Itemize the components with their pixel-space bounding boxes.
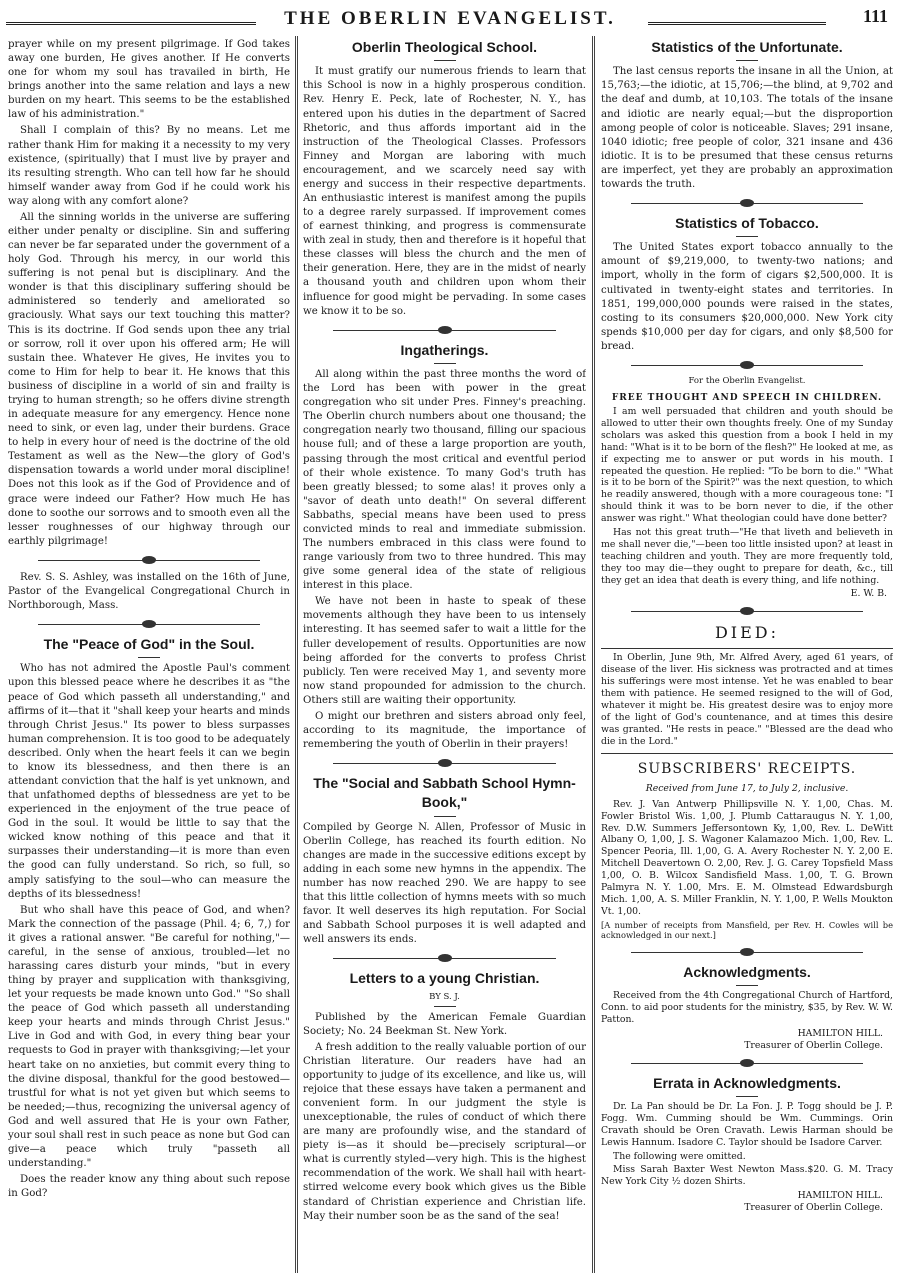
paragraph: Has not this great truth—"He that liveth and believeth in me shall never die,"—been too little insisted upon? at least in teaching children and youth. They are more frequently told, they too may die—they ought to prepare for death, &c., till they get an idea that death is every thing, and life nothing. <box>601 526 893 586</box>
acknowledgments-heading: Acknowledgments. <box>683 963 811 980</box>
article-title-free-thought: FREE THOUGHT AND SPEECH IN CHILDREN. <box>611 392 883 403</box>
article-title-ingatherings: Ingatherings. <box>400 341 489 358</box>
section-divider <box>631 198 863 208</box>
column-divider-1 <box>295 36 298 1273</box>
treasurer-title: Treasurer of Oberlin College. <box>744 1039 883 1051</box>
died-heading: DIED: <box>714 623 780 643</box>
errata-heading: Errata in Acknowledgments. <box>653 1074 841 1091</box>
title-rule <box>434 363 456 364</box>
column-divider-2 <box>592 36 595 1273</box>
ashley-notice: Rev. S. S. Ashley, was installed on the 16th of June, Pastor of the Evangelical Congregational Church in Northborough, Mass. <box>8 571 290 611</box>
paragraph: O might our brethren and sisters abroad only feel, according to its magnitude, the importance of remembering the youth of Oberlin in their prayers! <box>303 710 586 751</box>
title-rule <box>736 60 758 61</box>
author-signature: E. W. B. <box>850 588 887 600</box>
masthead-rule-right <box>648 22 826 25</box>
treasurer-title: Treasurer of Oberlin College. <box>744 1202 883 1214</box>
paragraph: A fresh addition to the really valuable portion of our Christian literature. Our readers have had an opportunity to judge of its excellence, and like us, will rejoice that these essays have taken a permanent and convenient form. In our judgment the style is unexceptionable, the rules of conduct of which there are many are profoundly wise, and the standard of piety is—as it should be—precisely scriptural—or what is currently styled—very high. This is the highest recommendation of the work. We shall hail with heart-stirred welcome every book which gives us the Bible standard of Christian experience and Christian life. May their number soon be as the sand of the sea! <box>303 1041 586 1222</box>
paragraph: Who has not admired the Apostle Paul's comment upon this blessed peace where he describes it as "the peace of God which passeth all understanding," and affirms of it—that it "shall keep your hearts and minds through Christ Jesus." Its power to bless surpasses human comprehension. It is too good to be adequately described. Only when the heart feels it can we begin to know its blessedness, and then there is an attendant conviction that the half is yet unknown, and that unfathomed depths of blessedness are yet to be experienced in the enjoyment of the true peace of God in the soul. It would be little to say that the wicked know nothing of this peace and that it surpasses their understanding—it is more than even the good can fully understand. So rich, so full, so amply satisfying to the soul—who can measure the depths of its blessedness! <box>8 663 290 900</box>
receipts-subheading: Received from June 17, to July 2, inclusive. <box>645 782 849 794</box>
paragraph: All along within the past three months the word of the Lord has been with power in the great congregation who sit under Pres. Finney's preaching. The Oberlin church numbers about one thousand; the congregation nearly two thousand, filling our spacious house full; and of these a large proportion are youth, passing through the most critical and eventful period of their whole existence. To many God's truth has been greatly blessed; to some alas! it proves only a "savor of death unto death!" On several different Sabbaths, special means have been used to press convicted minds to real and immediate submission. The numbers embraced in this class were found to range variously from two to three hundred. This may give some general idea of the state of religious interest in this place. <box>303 369 586 592</box>
errata-text: Dr. La Pan should be Dr. La Fon. J. P. Togg should be J. P. Fogg. Wm. Cumming should be Wm. Cummings. Orin Cravath should be Oren Cravath. Lewis Harman should be Lewis Hannum. Isadore C. Taylor should be Isadore Carver. <box>601 1100 893 1148</box>
section-divider <box>38 555 260 565</box>
paragraph: Published by the American Female Guardian Society; No. 24 Beekman St. New York. <box>303 1011 586 1037</box>
section-divider <box>333 758 556 768</box>
paragraph: We have not been in haste to speak of these movements although they have been to us intensely interesting. It has seemed safer to wait a little for the fuller developement of results. Opportunities are now being afforded for the converts to profess Christ publicly. Ten were received May 1, and seventy more now stand propounded for admission to the church. Others still are waiting their opportunity. <box>303 596 586 706</box>
receipts-heading: SUBSCRIBERS' RECEIPTS. <box>637 760 857 777</box>
paragraph: The United States export tobacco annually to the amount of $9,219,000, to twenty-two nations; and import, wholly in the form of cigars $2,500,000. It is cultivated in twenty-eight states and territories. In 1851, 199,000,000 pounds were raised in the states, costing to its consumers $20,000,000. New York city spends $10,000 per day for cigars, and only $8,500 for bread. <box>601 242 893 352</box>
masthead <box>0 0 900 34</box>
attribution-line: For the Oberlin Evangelist. <box>688 375 806 386</box>
paragraph: Does the reader know any thing about such repose in God? <box>8 1174 290 1200</box>
section-divider <box>333 953 556 963</box>
column-2 <box>303 38 586 1271</box>
article-title-unfortunate: Statistics of the Unfortunate. <box>651 39 843 55</box>
page-number: 111 <box>862 6 888 26</box>
masthead-rule-left <box>6 22 256 25</box>
article-title-tobacco: Statistics of Tobacco. <box>675 215 819 232</box>
title-rule <box>736 236 758 237</box>
paragraph: It must gratify our numerous friends to learn that this School is now in a highly prosperous condition. Rev. Henry E. Peck, late of Rochester, N. Y., has entered upon his duties in the department of Sacred Rhetoric, and thus affords important aid in the instruction of the Theological Classes. Professors Finney and Morgan are laboring with much encouragement, and we scarcely need say with energy and success in their respective departments. An enthusiastic interest is manifest among the pupils to a degree rarely surpassed. If improvement comes of earnest thinking, and progress is commensurate with zeal in study, then and therefore is it hopeful that these classes will bless the church and the men of their generation. Here, they are in the midst of nearly a thousand youth and children upon whom their influence for good might be pervading. In some cases we know it to be so. <box>303 66 586 317</box>
obituary-box <box>601 648 893 753</box>
paragraph: The last census reports the insane in all the Union, at 15,763;—the idiotic, at 15,706;—the blind, at 9,702 and the deaf and dumb, at 10,103. The totals of the insane and idiotic are nearly equal;—but the disproportion among people of color is noticeable. Slaves; 291 insane, 1040 idiotic; free people of color, 321 insane and 436 idiotic. It is to be presumed that these census returns are imperfect, yet they are probably an approximation towards the truth. <box>601 66 893 190</box>
article-title-letters: Letters to a young Christian. <box>349 970 540 987</box>
paragraph: Compiled by George N. Allen, Professor of Music in Oberlin College, has reached its fourth edition. No changes are made in the successive editions except by adding in each some new hymns in the appendix. The number has now reached 290. We are happy to see that this little collection of hymns meets with so much favor. It well deserves its high reputation. For Social and Sabbath School purposes it is well adapted and well answers its ends. <box>303 821 586 946</box>
newspaper-title: THE OBERLIN EVANGELIST. <box>284 8 616 29</box>
section-divider <box>631 947 863 957</box>
column-3 <box>601 38 893 1271</box>
paragraph: All the sinning worlds in the universe are suffering either under penalty or discipline. Sin and suffering can never be far separated under the government of a holy God. Through his mercy, in our world this suffering is not penal but is disciplinary. And the wonder is that this disciplinary suffering should be administered so tenderly and ameliorated so graciously. What says our text touching this matter? This is its doctrine. If God sends upon thee any trial or sorrow, roll it over upon his offered arm; He will sustain thee. Whatever He gives, He invites you to come to Him for help to bear it. He knows that this business of discipline in a world of sin and frailty is trying to human strength; so he offers divine strength in adequate measure for any emergency. Hence none need to sink, or even lag, under their burdens. Grace to help in every hour of need is the doctrine of the old Testament as well as the New—the glory of God's dispensation towards a world under moral discipline! Does not this look as if the God of Providence and of grace were indeed our Father? How much He has done to soothe our sorrows and to smooth even all the lesser roughnesses of our highway through our earthly pilgrimage! <box>8 211 290 547</box>
article-title-hymn-book: The "Social and Sabbath School Hymn-Book," <box>313 775 576 811</box>
article-title-theological-school: Oberlin Theological School. <box>351 39 538 55</box>
column-1 <box>8 38 290 1271</box>
title-rule <box>434 816 456 817</box>
section-divider <box>38 619 260 629</box>
paragraph: But who shall have this peace of God, and when? Mark the connection of the passage (Phil. 4; 6, 7,) for it gives a rational answer. "Be careful for nothing,"—careful, in the sense of anxious, troubled—let no harassing cares disturb your minds, "but in every thing by prayer and supplication with thanksgiving, let your requests be made known unto God." "So shall the peace of God which passeth all understanding keep your hearts and minds through Christ Jesus." Live in God and with God, in every thing bear your requests to God in prayer with thanksgiving;—let your heart take on no anxieties, but commit every thing to the divine disposal, thankful for the good bestowed—trustful for what is not yet given but which seems to be needed;—thus, recognizing the universal agency of God and well assured that He is your own Father, your soul shall rest in such peace as none but God can give—a peace which truly "passeth all understanding." <box>8 904 290 1170</box>
paragraph: prayer while on my present pilgrimage. If God takes away one burden, He gives another. If He converts one for whom my soul has travailed in birth, He brings another into the same relation and lays a new burden on my heart. This seems to be the established law of his administration." <box>8 39 290 121</box>
section-divider <box>631 606 863 616</box>
treasurer-name: HAMILTON HILL. <box>797 1190 883 1202</box>
paragraph: Shall I complain of this? By no means. Let me rather thank Him for making it a necessity to my very existence, (spiritually) that I must live by prayer and its resulting strength. Who can tell how far he should himself wander away from God if he could work his way along with any comfort alone? <box>8 125 290 207</box>
title-rule <box>434 1006 456 1007</box>
article-title-peace-of-god: The "Peace of God" in the Soul. <box>43 636 255 653</box>
byline: BY S. J. <box>429 991 460 1002</box>
title-rule <box>736 1096 758 1097</box>
title-rule <box>138 657 160 658</box>
section-divider <box>631 360 863 370</box>
section-divider <box>333 325 556 335</box>
errata-omitted-label: The following were omitted. <box>613 1150 746 1162</box>
errata-omitted-text: Miss Sarah Baxter West Newton Mass.$20. G. M. Tracy New York City ½ dozen Shirts. <box>601 1164 893 1188</box>
treasurer-name: HAMILTON HILL. <box>797 1027 883 1039</box>
receipts-list: Rev. J. Van Antwerp Phillipsville N. Y. 1,00, Chas. M. Fowler Bristol Wis. 1,00, J. Plumb Cattaraugus N. Y. 1,00, Rev. D.W. Summers Jeffersontown Ky, 1,00, Rev. L. DeWitt Albany O, 1,00, J. S. Wagoner Kalamazoo Mich. 1,00, Rev. L. Spencer Peoria, Ill. 1,00, G. A. Avery Rochester N. Y. 2,00 E. Mitchell Deavertown O. 2,00, Rev. J. G. Carey Topsfield Mass 1,00, O. B. Wilcox Sandisfield Mass. 1,00, T. G. Brown Palmyra N. Y. 1.00, Mrs. E. M. Olmstead Edwardsburgh Mich. 1,00, A. S. Miller Franklin, N. Y. 1,00, P. Wells Moukton Vt. 1,00. <box>601 798 893 917</box>
receipts-note: [A number of receipts from Mansfield, per Rev. H. Cowles will be acknowledged in our next.] <box>601 919 893 941</box>
title-rule <box>736 985 758 986</box>
section-divider <box>631 1058 863 1068</box>
obituary-text: In Oberlin, June 9th, Mr. Alfred Avery, aged 61 years, of disease of the liver. His sickness was protracted and at times his sufferings were most intense. Yet he was enabled to bear them with patience. He seemed resigned to the will of God, whatever it might be. His greatest desire was to enjoy more of the light of God's countenance, and at times this desire was granted. "He rests in peace." "Blessed are the dead who die in the Lord." <box>601 652 893 747</box>
acknowledgments-text: Received from the 4th Congregational Church of Hartford, Conn. to aid poor students for the ministry, $35, by Rev. W. W. Patton. <box>601 990 893 1025</box>
title-rule <box>434 60 456 61</box>
paragraph: I am well persuaded that children and youth should be allowed to utter their own thoughts freely. One of my Sunday scholars was asked this question from a book I held in my hand: "What is it to be born of the flesh?" He looked at me, as if expecting me to answer or put words in his mouth. I repeated the question. He replied: "To be born to die." "What is it to be born of the Spirit?" was the next question, to which he readily answered, though with a more courageous tone: "I should think it was to be born never to die, if the other answer was right." What theologian could have done better? <box>601 406 893 525</box>
